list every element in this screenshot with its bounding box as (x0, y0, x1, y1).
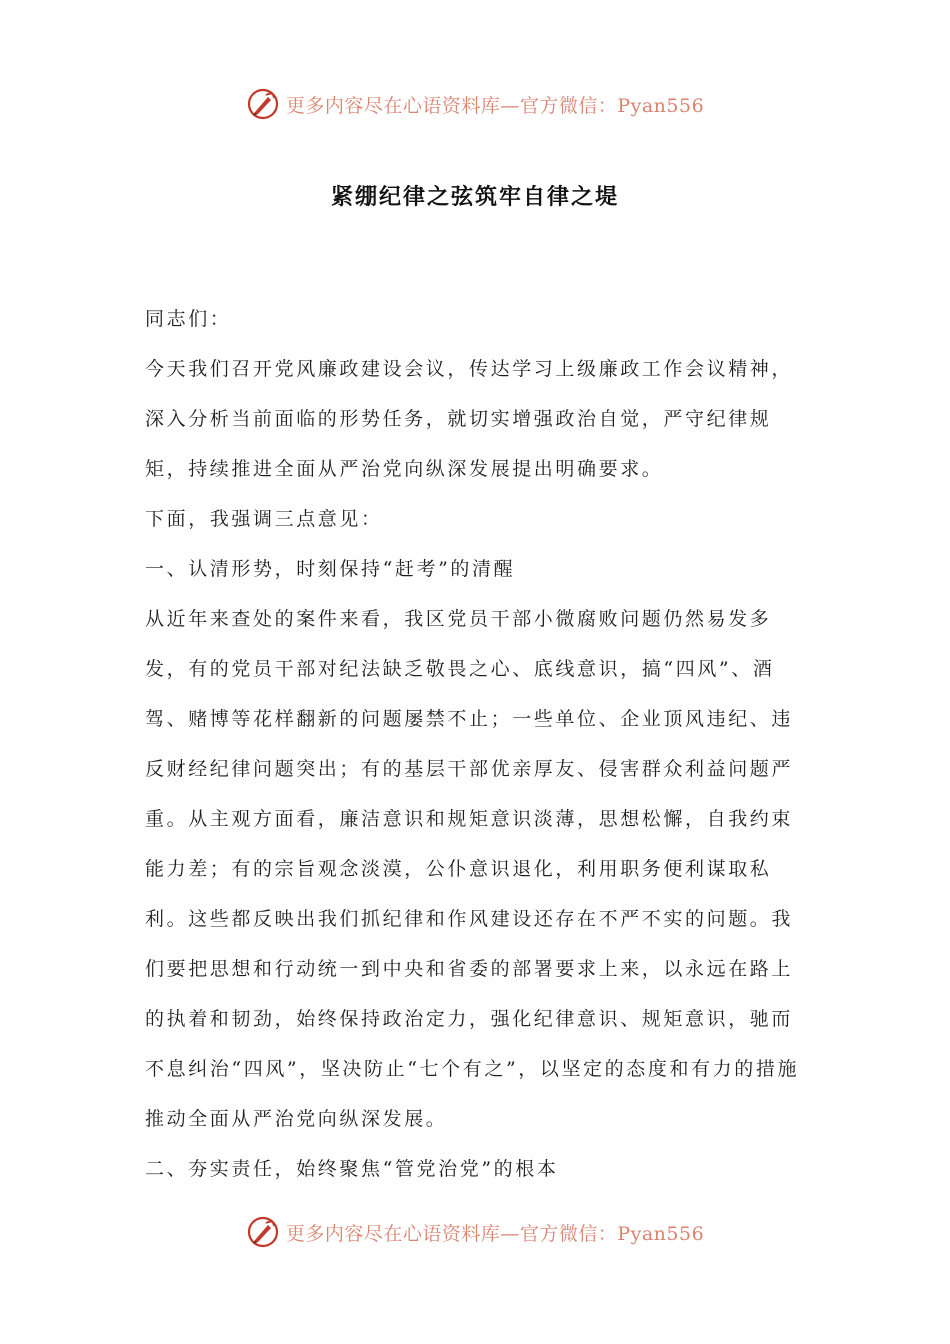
transition-paragraph: 下面，我强调三点意见： (145, 508, 383, 530)
watermark-text: 更多内容尽在心语资料库—官方微信：Pyan556 (285, 94, 705, 117)
pen-logo-icon (246, 1215, 280, 1249)
document-title: 紧绷纪律之弦筑牢自律之堤 (330, 185, 619, 210)
section-heading-2: 二、夯实责任，始终聚焦“管党治党”的根本 (145, 1158, 559, 1180)
salutation-paragraph: 同志们： (145, 308, 232, 330)
section-heading-1: 一、认清形势，时刻保持“赶考”的清醒 (145, 558, 516, 580)
pen-logo-icon (246, 87, 280, 121)
intro-paragraph: 今天我们召开党风廉政建设会议，传达学习上级廉政工作会议精神，深入分析当前面临的形势任务，就切实增强政治自觉，严守纪律规矩，持续推进全面从严治党向纵深发展提出明确要求。 (145, 358, 794, 480)
watermark-text: 更多内容尽在心语资料库—官方微信：Pyan556 (285, 1222, 705, 1245)
document-body (145, 294, 810, 1194)
section-1-paragraph: 从近年来查处的案件来看，我区党员干部小微腐败问题仍然易发多发，有的党员干部对纪法缺乏敬畏之心、底线意识，搞“四风”、酒驾、赌博等花样翻新的问题屡禁不止；一些单位、企业顶风违纪、违反财经纪律问题突出；有的基层干部优亲厚友、侵害群众利益问题严重。从主观方面看，廉洁意识和规矩意识淡薄，思想松懈，自我约束能力差；有的宗旨观念淡漠，公仆意识退化，利用职务便利谋取私利。这些都反映出我们抓纪律和作风建设还存在不严不实的问题。我们要把思想和行动统一到中央和省委的部署要求上来，以永远在路上的执着和韧劲，始终保持政治定力，强化纪律意识、规矩意识，驰而不息纠治“四风”，坚决防止“七个有之”，以坚定的态度和有力的措施推动全面从严治党向纵深发展。 (145, 608, 800, 1130)
footer-watermark-banner (0, 1212, 950, 1252)
header-watermark-banner (0, 84, 950, 124)
